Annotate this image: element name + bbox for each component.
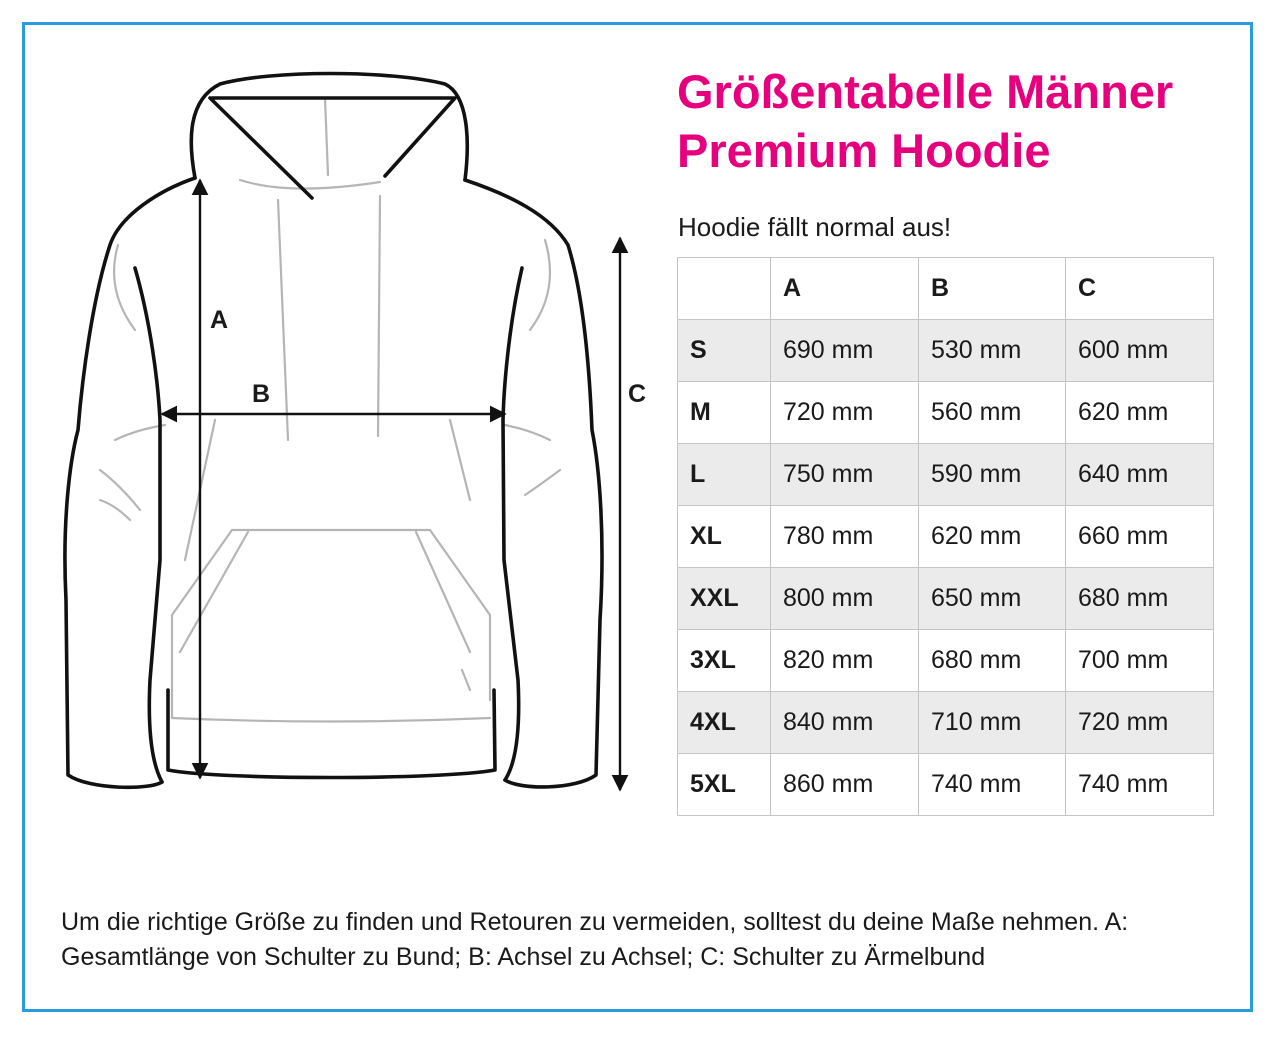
a-cell: 780 mm bbox=[771, 506, 919, 568]
fit-note: Hoodie fällt normal aus! bbox=[678, 212, 952, 242]
title-line-2: Premium Hoodie bbox=[677, 124, 1051, 177]
dimension-label-a: A bbox=[210, 306, 229, 334]
size-cell: 5XL bbox=[678, 754, 771, 816]
b-cell: 680 mm bbox=[919, 630, 1066, 692]
size-table bbox=[677, 257, 1214, 816]
c-cell: 700 mm bbox=[1066, 630, 1214, 692]
a-cell: 820 mm bbox=[771, 630, 919, 692]
hoodie-outline bbox=[65, 74, 602, 788]
a-cell: 860 mm bbox=[771, 754, 919, 816]
dimension-label-c: C bbox=[628, 380, 647, 408]
c-cell: 720 mm bbox=[1066, 692, 1214, 754]
size-cell: L bbox=[678, 444, 771, 506]
header-size bbox=[678, 258, 771, 320]
a-cell: 840 mm bbox=[771, 692, 919, 754]
a-cell: 720 mm bbox=[771, 382, 919, 444]
table-row bbox=[678, 692, 1214, 754]
size-cell: M bbox=[678, 382, 771, 444]
b-cell: 620 mm bbox=[919, 506, 1066, 568]
size-cell: XXL bbox=[678, 568, 771, 630]
header-b: B bbox=[919, 258, 1066, 320]
measurement-arrows bbox=[162, 180, 620, 790]
a-cell: 690 mm bbox=[771, 320, 919, 382]
table-row bbox=[678, 320, 1214, 382]
header-a: A bbox=[771, 258, 919, 320]
a-cell: 800 mm bbox=[771, 568, 919, 630]
hoodie-diagram bbox=[50, 70, 670, 810]
measurement-instructions: Um die richtige Größe zu finden und Retouren zu vermeiden, solltest du deine Maße nehmen. A: Gesamtlänge von Schulter zu Bund; B: Achsel zu Achsel; C: Schulter zu Ärmelbund bbox=[61, 908, 1129, 971]
size-cell: S bbox=[678, 320, 771, 382]
b-cell: 590 mm bbox=[919, 444, 1066, 506]
c-cell: 660 mm bbox=[1066, 506, 1214, 568]
table-header-row bbox=[678, 258, 1214, 320]
a-cell: 750 mm bbox=[771, 444, 919, 506]
table-row bbox=[678, 568, 1214, 630]
b-cell: 650 mm bbox=[919, 568, 1066, 630]
b-cell: 740 mm bbox=[919, 754, 1066, 816]
page-title bbox=[677, 62, 1173, 180]
size-cell: 3XL bbox=[678, 630, 771, 692]
header-c: C bbox=[1066, 258, 1214, 320]
c-cell: 620 mm bbox=[1066, 382, 1214, 444]
size-cell: 4XL bbox=[678, 692, 771, 754]
table-row bbox=[678, 444, 1214, 506]
title-line-1: Größentabelle Männer bbox=[677, 65, 1174, 118]
table-row bbox=[678, 506, 1214, 568]
c-cell: 640 mm bbox=[1066, 444, 1214, 506]
b-cell: 560 mm bbox=[919, 382, 1066, 444]
b-cell: 530 mm bbox=[919, 320, 1066, 382]
c-cell: 600 mm bbox=[1066, 320, 1214, 382]
c-cell: 740 mm bbox=[1066, 754, 1214, 816]
table-row bbox=[678, 754, 1214, 816]
dimension-label-b: B bbox=[252, 380, 271, 408]
c-cell: 680 mm bbox=[1066, 568, 1214, 630]
b-cell: 710 mm bbox=[919, 692, 1066, 754]
table-row bbox=[678, 630, 1214, 692]
table-row bbox=[678, 382, 1214, 444]
size-cell: XL bbox=[678, 506, 771, 568]
